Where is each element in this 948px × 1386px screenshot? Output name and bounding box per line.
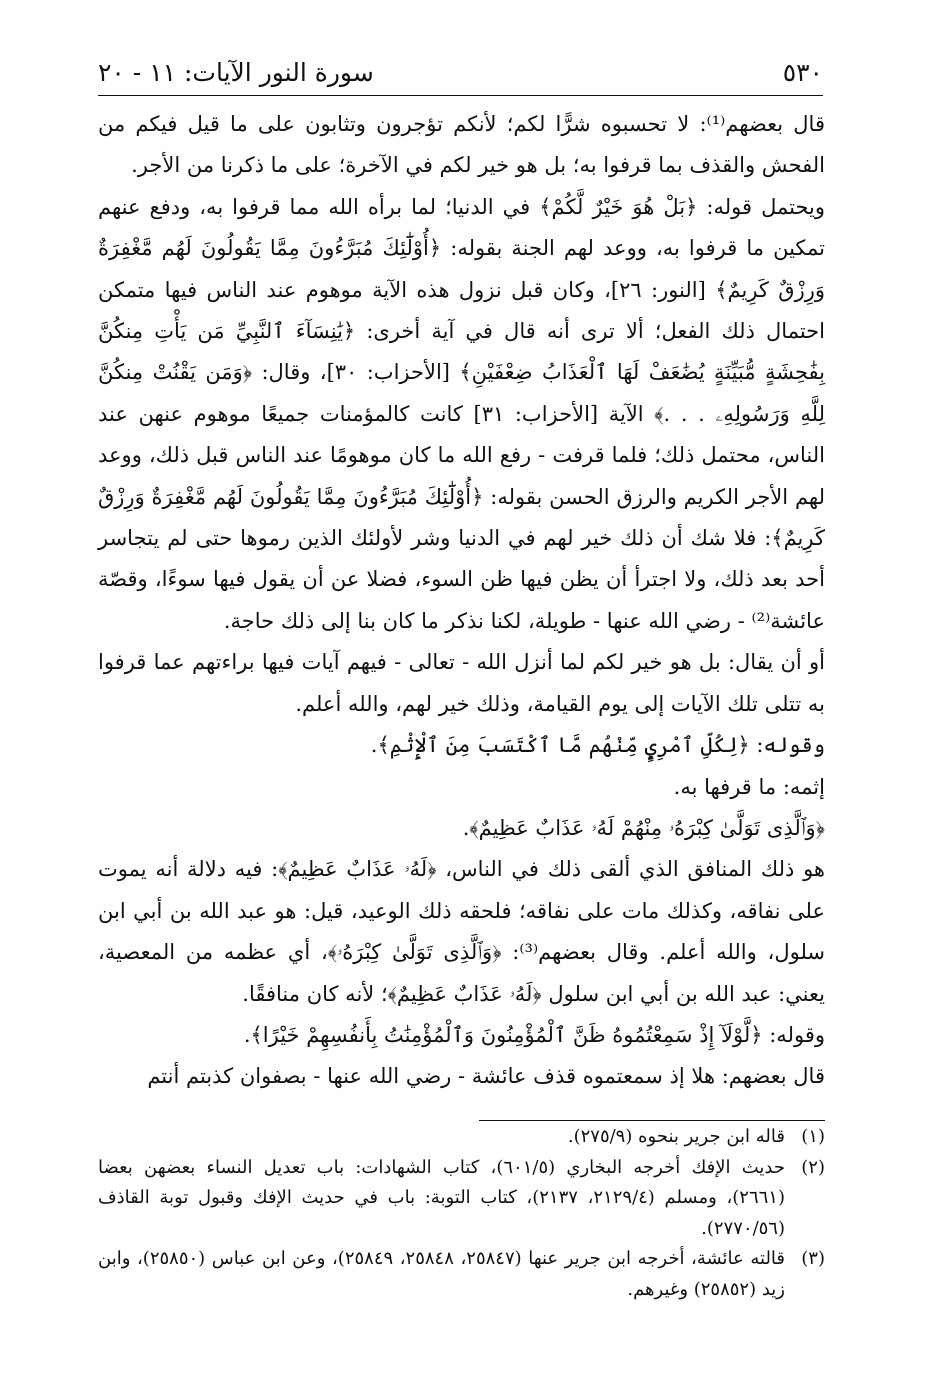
footnote-text: قالته عائشة، أخرجه ابن جرير عنها (٢٥٨٤٧، ٢٥٨٤٨، ٢٥٨٤٩)، وعن ابن عباس (٢٥٨٥٠)، وابن زيد (٢٥٨٥٢) وغيرهم. — [98, 1248, 786, 1300]
footnote-text: قاله ابن جرير بنحوه (٢٧٥/٩). — [567, 1126, 785, 1147]
paragraph: أو أن يقال: بل هو خير لكم لما أنزل الله - تعالى - فيهم آيات فيها براءتهم عما قرفوا به تتلى تلك الآيات إلى يوم القيامة، وذلك خير لهم، والله أعلم. — [98, 650, 825, 716]
paragraph: وقوله: ﴿لَّوْلَآ إِذْ سَمِعْتُمُوهُ ظَنَّ ٱلْمُؤْمِنُونَ وَٱلْمُؤْمِنَٰتُ بِأَنفُسِهِمْ خَيْرًا﴾. — [243, 1022, 825, 1047]
footnote-text: حديث الإفك أخرجه البخاري (٦٠١/٥)، كتاب الشهادات: باب تعديل النساء بعضهن بعضا (٢٦٦١)، ومسلم (٢١٢٩/٤، ٢١٣٧)، كتاب التوبة: باب في حديث الإفك وقبول توبة القاذف (٢٧٧٠/٥٦). — [98, 1156, 785, 1239]
paragraph: إثمه: ما قرفها به. — [673, 774, 825, 799]
header-rule — [98, 95, 823, 96]
paragraph: هو ذلك المنافق الذي ألقى ذلك في الناس، ﴿لَهُۥ عَذَابٌ عَظِيمٌ﴾: فيه دلالة أنه يموت على نفاقه، وكذلك مات على نفاقه؛ فلحقه ذلك الوعيد، قيل: هو عبد الله بن أبي ابن سلول، والله أعلم. وقال بعضهم⁽³⁾: ﴿وَٱلَّذِى تَوَلَّىٰ كِبْرَهُۥ﴾، أي عظمه من المعصية، يعني: عبد الله بن أبي ابن سلول ﴿لَهُۥ عَذَابٌ عَظِيمٌ﴾؛ لأنه كان منافقًا. — [98, 857, 825, 1006]
page-header — [98, 50, 823, 96]
footnote-rule — [479, 1120, 825, 1121]
footnotes — [98, 1122, 825, 1305]
main-text — [98, 104, 825, 1098]
footnote — [98, 1153, 825, 1245]
running-title: سورة النور الآيات: ١١ - ٢٠ — [98, 58, 374, 87]
footnote — [98, 1244, 825, 1305]
paragraph: وقوله: ﴿لِكُلِّ ٱمْرِيٍٕ مِّنْهُم مَّا ٱكْتَسَبَ مِنَ ٱلْإِثْمِ﴾. — [370, 733, 825, 758]
page-number: ٥٣٠ — [782, 58, 823, 87]
paragraph: ويحتمل قوله: ﴿بَلْ هُوَ خَيْرٌ لَّكُمْ﴾ في الدنيا؛ لما برأه الله مما قرفوا به، ودفع عنهم تمكين ما قرفوا به، ووعد لهم الجنة بقوله: ﴿أُوْلَٰٓئِكَ مُبَرَّءُونَ مِمَّا يَقُولُونَ لَهُم مَّغْفِرَةٌ وَرِزْقٌ كَرِيمٌ﴾ [النور: ٢٦]، وكان قبل نزول هذه الآية موهوم عند الناس فيها متمكن احتمال ذلك الفعل؛ ألا ترى أنه قال في آية أخرى: ﴿يَٰنِسَآءَ ٱلنَّبِيِّ مَن يَأْتِ مِنكُنَّ بِفَٰحِشَةٍ مُّبَيِّنَةٍ يُضَٰعَفْ لَهَا ٱلْعَذَابُ ضِعْفَيْنِ﴾ [الأحزاب: ٣٠]، وقال: ﴿وَمَن يَقْنُتْ مِنكُنَّ لِلَّهِ وَرَسُولِهِۦ . . .﴾ الآية [الأحزاب: ٣١] كانت كالمؤمنات جميعًا موهوم عنهن عند الناس، محتمل ذلك؛ فلما قرفت - رفع الله ما كان موهومًا عند الناس قبل ذلك، ووعد لهم الأجر الكريم والرزق الحسن بقوله: ﴿أُوْلَٰٓئِكَ مُبَرَّءُونَ مِمَّا يَقُولُونَ لَهُم مَّغْفِرَةٌ وَرِزْقٌ كَرِيمٌ﴾: فلا شك أن ذلك خير لهم في الدنيا وشر لأولئك الذين رموها حتى لم يتجاسر أحد بعد ذلك، ولا اجترأ أن يظن فيها ظن السوء، فضلا عن أن يقول فيها سوءًا، وقصّة عائشة⁽²⁾ - رضي الله عنها - طويلة، لكنا نذكر ما كان بنا إلى ذلك حاجة. — [98, 194, 825, 633]
footnote-number: (٢) — [801, 1156, 825, 1178]
paragraph: قال بعضهم: هلا إذ سمعتموه قذف عائشة - رضي الله عنها - بصفوان كذبتم أنتم — [147, 1064, 825, 1089]
footnote — [98, 1122, 825, 1153]
footnote-number: (١) — [801, 1126, 825, 1147]
paragraph: ﴿وَٱلَّذِى تَوَلَّىٰ كِبْرَهُۥ مِنْهُمْ لَهُۥ عَذَابٌ عَظِيمٌ﴾. — [462, 815, 825, 840]
paragraph: قال بعضهم⁽¹⁾: لا تحسبوه شرًّا لكم؛ لأنكم تؤجرون وتثابون على ما قيل فيكم من الفحش والقذف بما قرفوا به؛ بل هو خير لكم في الآخرة؛ على ما ذكرنا من الأجر. — [98, 112, 825, 178]
footnote-number: (٣) — [801, 1248, 825, 1269]
